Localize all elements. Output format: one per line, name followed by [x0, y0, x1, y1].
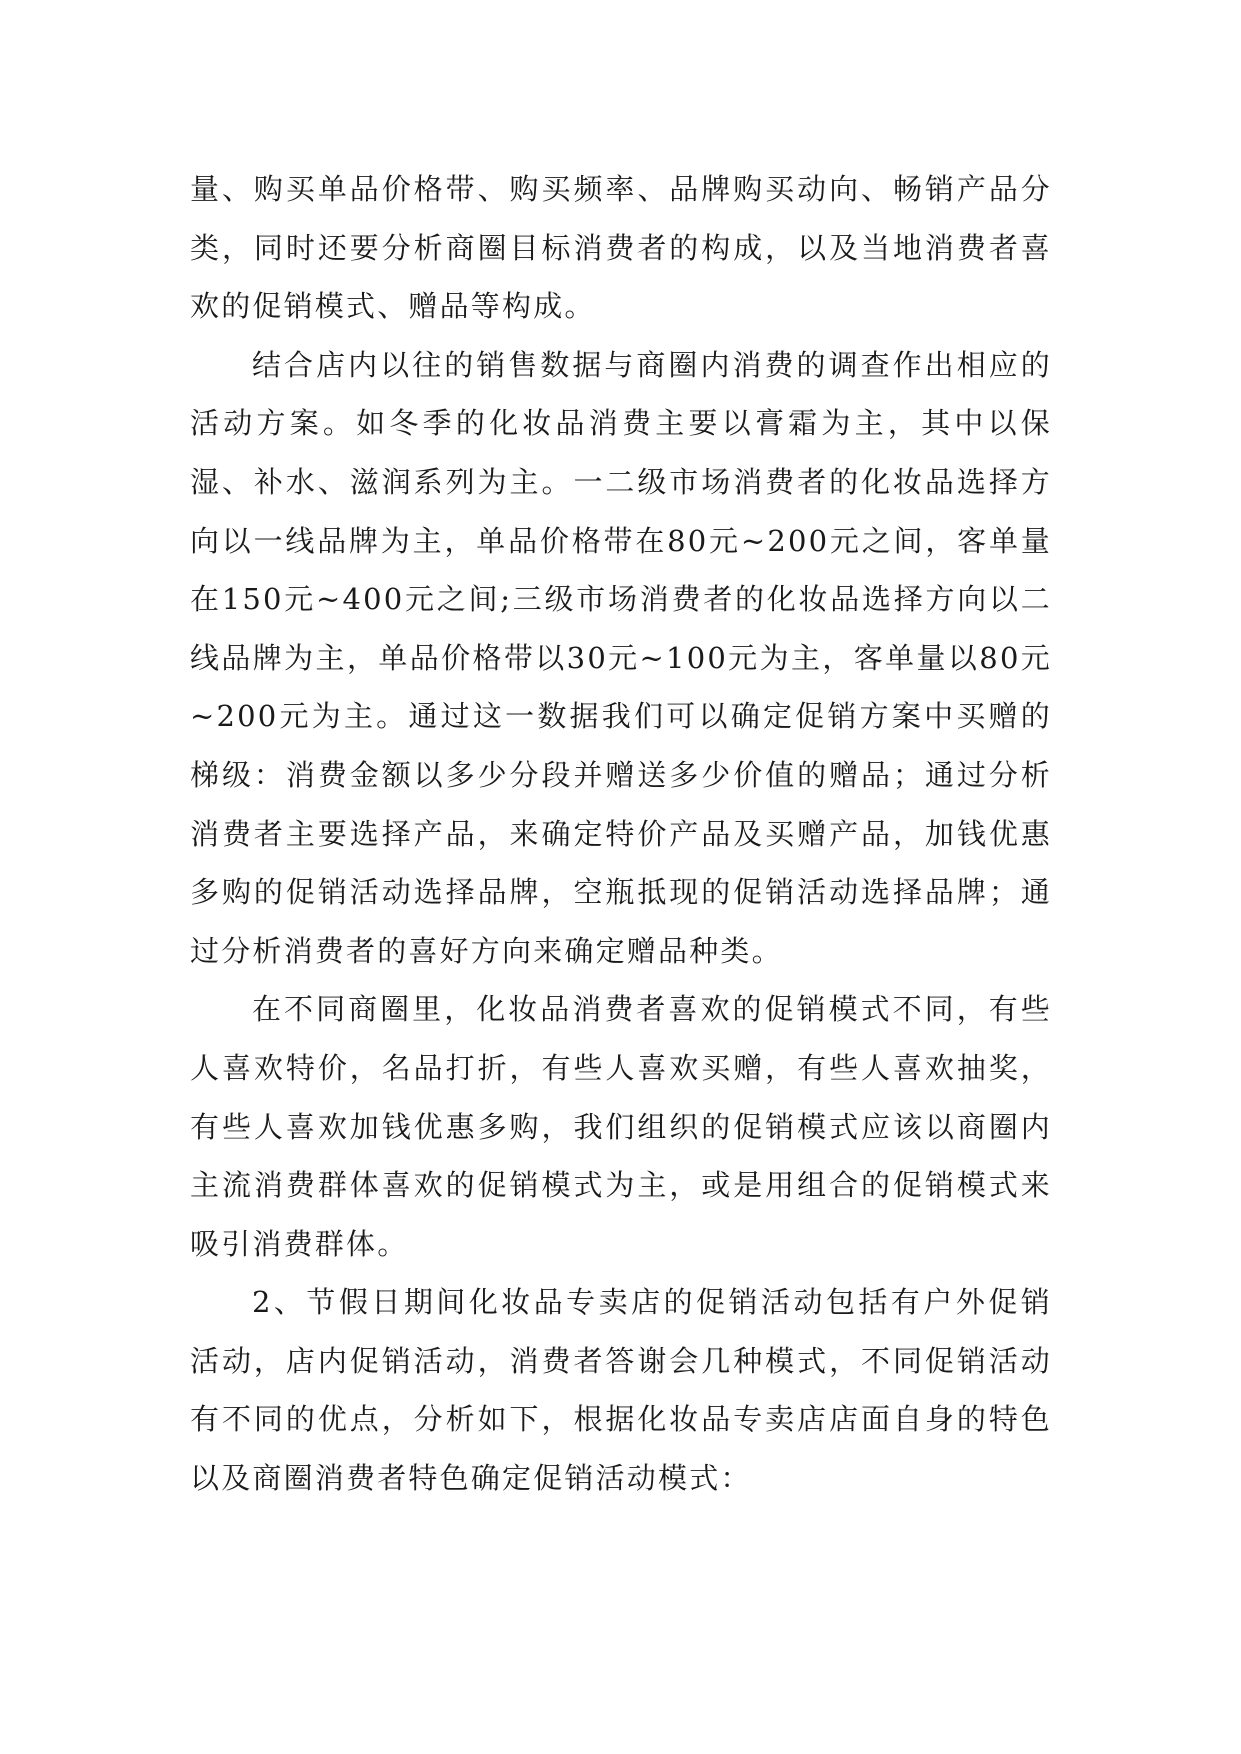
paragraph-4: 2、节假日期间化妆品专卖店的促销活动包括有户外促销活动，店内促销活动，消费者答谢会几种模式，不同促销活动有不同的优点，分析如下，根据化妆品专卖店店面自身的特色以及商圈消费者特色确定促销活动模式： — [190, 1285, 1052, 1496]
paragraph-1: 量、购买单品价格带、购买频率、品牌购买动向、畅销产品分类，同时还要分析商圈目标消费者的构成，以及当地消费者喜欢的促销模式、赠品等构成。 — [190, 172, 1052, 324]
paragraph-2: 结合店内以往的销售数据与商圈内消费的调查作出相应的活动方案。如冬季的化妆品消费主要以膏霜为主，其中以保湿、补水、滋润系列为主。一二级市场消费者的化妆品选择方向以一线品牌为主，单品价格带在80元~200元之间，客单量在150元~400元之间;三级市场消费者的化妆品选择方向以二线品牌为主，单品价格带以30元~100元为主，客单量以80元~200元为主。通过这一数据我们可以确定促销方案中买赠的梯级：消费金额以多少分段并赠送多少价值的赠品；通过分析消费者主要选择产品，来确定特价产品及买赠产品，加钱优惠多购的促销活动选择品牌，空瓶抵现的促销活动选择品牌；通过分析消费者的喜好方向来确定赠品种类。 — [190, 347, 1052, 968]
body-text — [190, 160, 1052, 1508]
paragraph-3: 在不同商圈里，化妆品消费者喜欢的促销模式不同，有些人喜欢特价，名品打折，有些人喜欢买赠，有些人喜欢抽奖，有些人喜欢加钱优惠多购，我们组织的促销模式应该以商圈内主流消费群体喜欢的促销模式为主，或是用组合的促销模式来吸引消费群体。 — [190, 992, 1052, 1261]
